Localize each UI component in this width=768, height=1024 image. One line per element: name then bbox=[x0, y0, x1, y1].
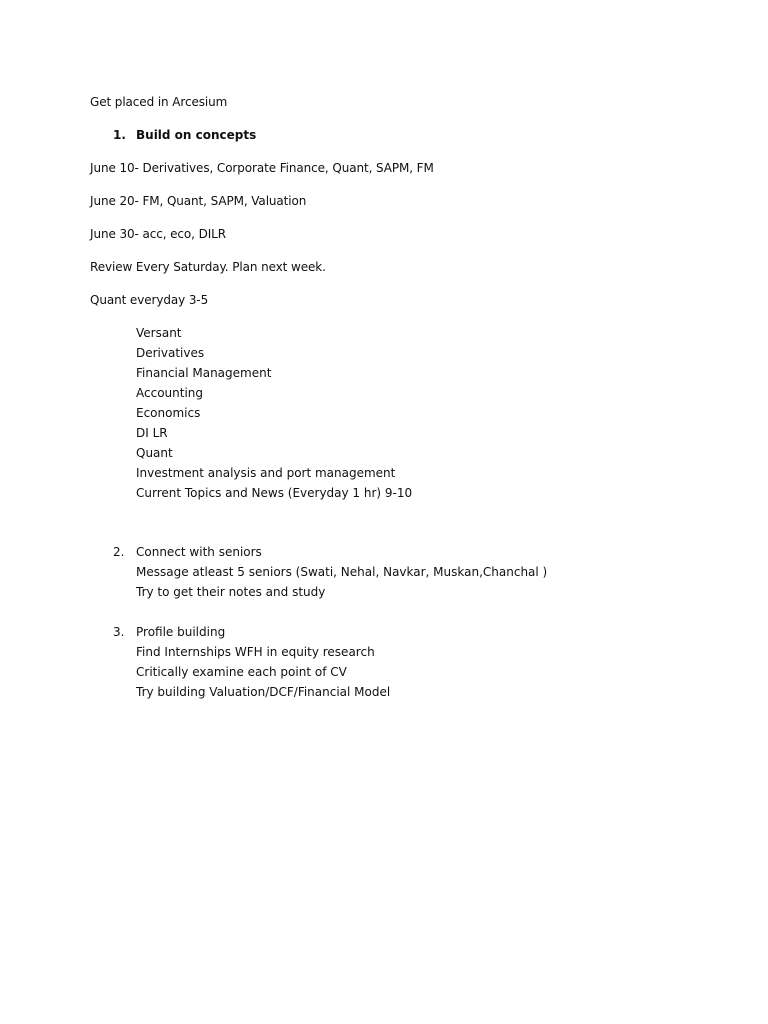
document-title: Get placed in Arcesium bbox=[90, 95, 228, 109]
topic-item: DI LR bbox=[136, 426, 168, 440]
plan-line-june-30: June 30- acc, eco, DILR bbox=[90, 227, 226, 241]
section-2-heading: Connect with seniors bbox=[136, 545, 262, 559]
topic-item: Investment analysis and port management bbox=[136, 466, 396, 480]
plan-line-june-20: June 20- FM, Quant, SAPM, Valuation bbox=[90, 194, 307, 208]
section-3-number: 3. bbox=[113, 625, 125, 639]
section-3-item: Critically examine each point of CV bbox=[136, 665, 347, 679]
topic-item: Current Topics and News (Everyday 1 hr) 9-10 bbox=[136, 486, 413, 500]
section-2-heading-row bbox=[113, 544, 262, 560]
section-3-heading: Profile building bbox=[136, 625, 226, 639]
plan-line-june-10: June 10- Derivatives, Corporate Finance, Quant, SAPM, FM bbox=[90, 161, 434, 175]
section-2-item: Message atleast 5 seniors (Swati, Nehal, Navkar, Muskan,Chanchal ) bbox=[136, 565, 548, 579]
topic-item: Economics bbox=[136, 406, 201, 420]
section-2-number: 2. bbox=[113, 545, 125, 559]
section-1-number: 1. bbox=[113, 128, 126, 142]
plan-line-review: Review Every Saturday. Plan next week. bbox=[90, 260, 326, 274]
topic-item: Accounting bbox=[136, 386, 204, 400]
section-1-heading-row bbox=[113, 127, 256, 143]
topic-item: Financial Management bbox=[136, 366, 272, 380]
topic-item: Quant bbox=[136, 446, 173, 460]
section-1-heading: Build on concepts bbox=[136, 128, 257, 142]
section-2-item: Try to get their notes and study bbox=[136, 585, 326, 599]
plan-line-quant: Quant everyday 3-5 bbox=[90, 293, 209, 307]
section-3-item: Find Internships WFH in equity research bbox=[136, 645, 375, 659]
topic-item: Versant bbox=[136, 326, 182, 340]
topic-item: Derivatives bbox=[136, 346, 205, 360]
section-3-item: Try building Valuation/DCF/Financial Model bbox=[136, 685, 391, 699]
section-3-heading-row bbox=[113, 624, 225, 640]
